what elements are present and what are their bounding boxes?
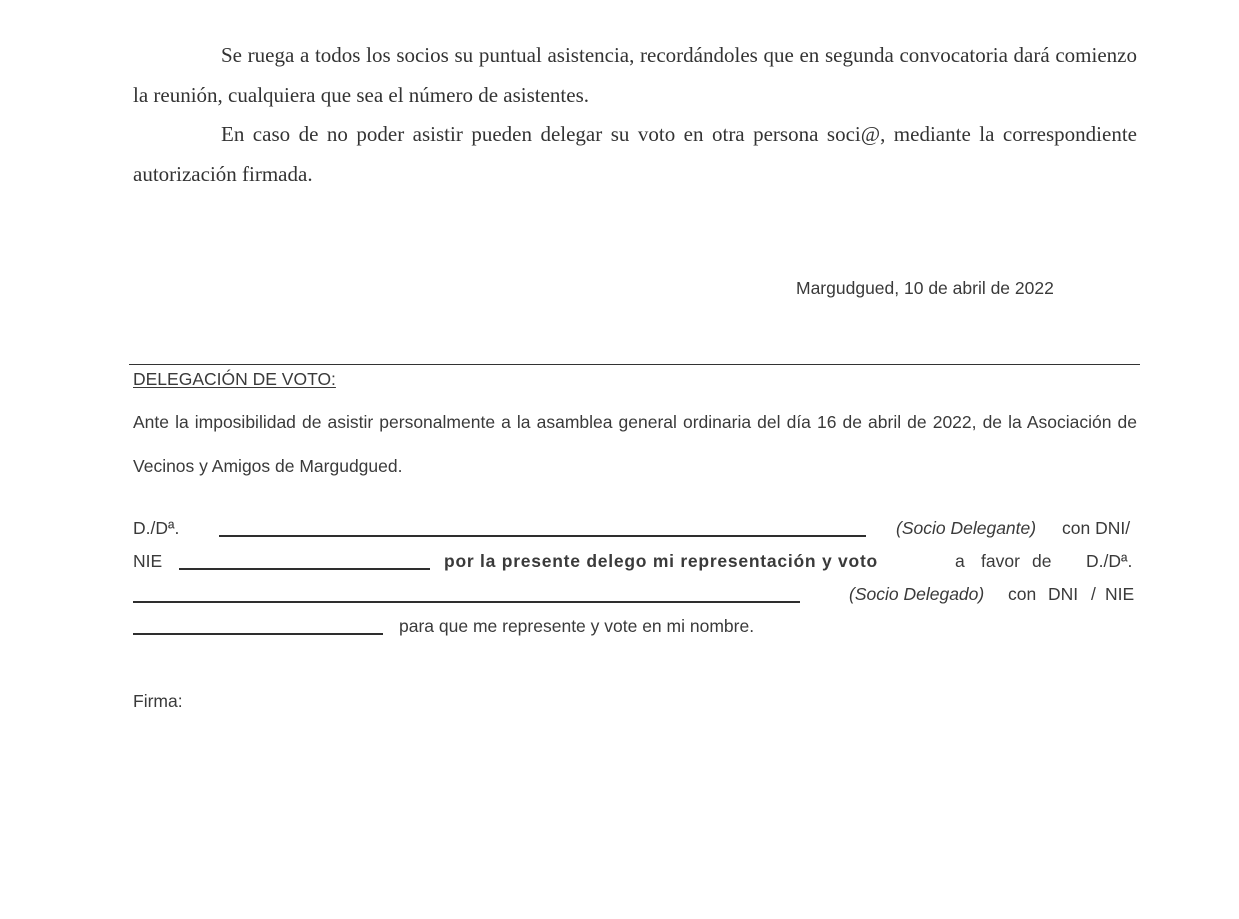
signature-label: Firma: [133,691,183,711]
nie-label-2: NIE [1105,584,1135,604]
dd-label-1: D./Dª. [133,518,180,538]
con-dni-label: con DNI/ [1062,518,1131,538]
slash-word: / [1091,584,1096,604]
a-word: a [955,551,965,571]
socio-delegado-label: (Socio Delegado) [849,584,985,604]
delegado-nie-blank[interactable] [133,633,383,635]
attendance-paragraph: Se ruega a todos los socios su puntual asistencia, recordándoles que en segunda convocatoria dará comienzo la reunión, cualquiera que sea el número de asistentes. [133,43,1137,107]
de-word: de [1032,551,1052,571]
form-line-delegante [133,518,1137,542]
place-date: Margudgued, 10 de abril de 2022 [796,278,1054,298]
form-line-closing [133,616,1137,640]
delegation-title: DELEGACIÓN DE VOTO: [133,369,336,389]
delegation-notice-paragraph: En caso de no poder asistir pueden delegar su voto en otra persona soci@, mediante la correspondiente autorización firmada. [133,122,1137,186]
closing-text: para que me represente y vote en mi nombre. [399,616,755,636]
delegante-name-blank[interactable] [219,535,866,537]
delegation-intro: Ante la imposibilidad de asistir personalmente a la asamblea general ordinaria del día 16 de abril de 2022, de la Asociación de Vecinos y Amigos de Margudgued. [133,412,1137,476]
con-word: con [1008,584,1037,604]
form-line-delegado [133,584,1137,608]
favor-word: favor [981,551,1020,571]
delego-statement: por la presente delego mi representación y voto [444,551,878,571]
form-line-nie [133,551,1137,575]
dni-word: DNI [1048,584,1079,604]
nie-label-1: NIE [133,551,163,571]
delegado-name-blank[interactable] [133,601,800,603]
delegante-nie-blank[interactable] [179,568,430,570]
socio-delegante-label: (Socio Delegante) [896,518,1037,538]
section-divider [129,364,1140,365]
dd-label-2: D./Dª. [1086,551,1133,571]
